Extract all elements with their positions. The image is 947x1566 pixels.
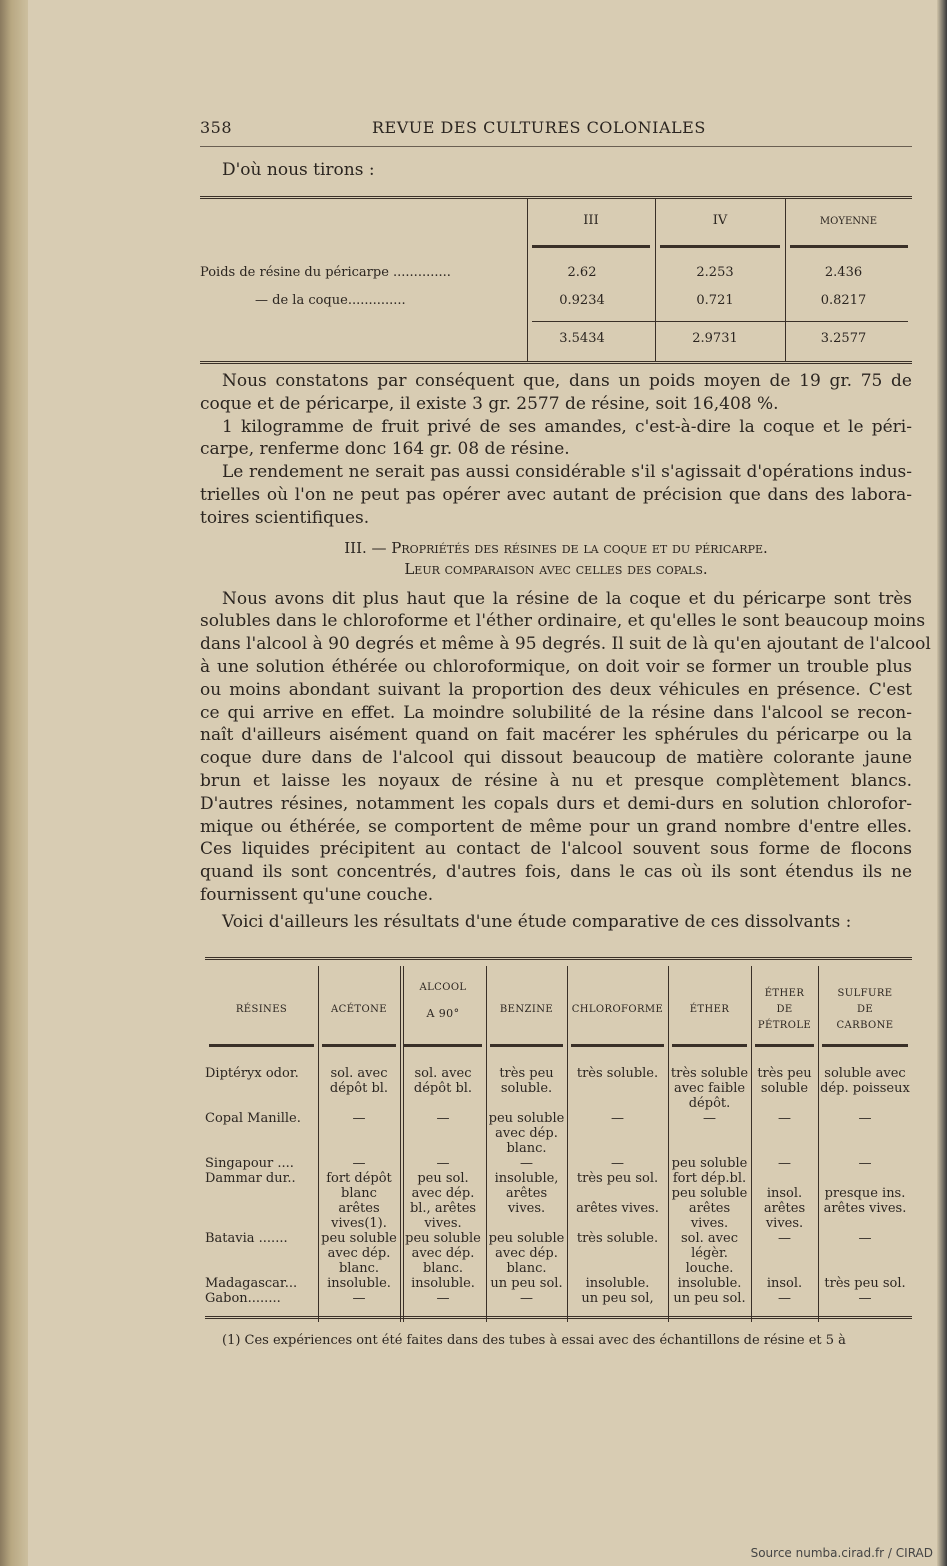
column-header (400, 980, 486, 1040)
cell-line: dépôt. (688, 1096, 731, 1111)
text-line: fournissent qu'une couche. (200, 884, 434, 905)
column-header (818, 980, 912, 1040)
cell (400, 1156, 486, 1171)
cell-line: — (352, 1291, 366, 1306)
cell (567, 1276, 668, 1291)
text-line: Le rendement ne serait pas aussi considérable s'il s'agissait d'opérations indus- (222, 462, 912, 483)
header-line: ÉTHER (764, 988, 805, 999)
text-line: D'autres résines, notamment les copals durs et demi-durs en solution chlorofor- (200, 793, 912, 814)
table-bottom-rule (205, 1316, 912, 1319)
text-line: Ces liquides précipitent au contact de l'alcool souvent sous forme de flocons (200, 839, 912, 860)
resin-name (205, 1066, 318, 1111)
cell-line: — (436, 1291, 450, 1306)
text-line: solubles dans le chloroforme et l'éther ordinaire, et qu'elles le sont beaucoup moins (200, 611, 926, 632)
cell (400, 1291, 486, 1306)
cell-line: — (858, 1156, 872, 1171)
cell-line: — (611, 1111, 624, 1126)
cell-line: — (436, 1156, 450, 1171)
cell-line: peu soluble (671, 1156, 748, 1171)
cell-line: un peu sol, (581, 1291, 654, 1306)
book-binding-edge (0, 0, 28, 1566)
cell-line: bl., arêtes (409, 1201, 477, 1216)
cell-line: blanc (341, 1186, 377, 1201)
cell-line: soluble (760, 1081, 809, 1096)
resin-name (205, 1111, 318, 1156)
cell-line: insoluble. (585, 1276, 650, 1291)
table-row (205, 1111, 912, 1156)
header-line: SULFURE (837, 988, 893, 999)
cell (567, 1156, 668, 1171)
cell-line: presque ins. (824, 1186, 906, 1201)
heading-line: Leur comparaison avec celles des copals. (404, 559, 708, 578)
cell-line: peu soluble (405, 1231, 481, 1246)
cell (668, 1231, 751, 1276)
cell (318, 1276, 400, 1291)
cell (318, 1231, 400, 1276)
text-line: dans l'alcool à 90 degrés et même à 95 degrés. Il suit de là qu'en ajoutant de l'alcool (200, 634, 931, 655)
header-rule (200, 146, 912, 147)
cell-line: sol. avec (414, 1066, 472, 1081)
text-line: 1 kilogramme de fruit privé de ses amandes, c'est-à-dire la coque et le péri- (222, 416, 912, 437)
cell-line: soluble. (500, 1081, 553, 1096)
table-row (205, 1291, 912, 1306)
cell-line: très peu (499, 1066, 554, 1081)
cell-line: — (858, 1111, 872, 1126)
resin-weight-table (200, 196, 912, 364)
header-rule (490, 1044, 563, 1047)
source-credit: Source numba.cirad.fr / CIRAD (750, 1546, 933, 1560)
cell (318, 1156, 400, 1171)
header-rule (571, 1044, 664, 1047)
cell-line: — (858, 1291, 872, 1306)
cell (818, 1276, 912, 1291)
column-header (751, 980, 818, 1040)
cell-line: fort dépôt (326, 1171, 392, 1186)
header-line: CHLOROFORME (571, 1004, 664, 1015)
text-line: toires scientifiques. (200, 507, 370, 528)
cell-line: Dammar dur.. (205, 1171, 296, 1186)
solubility-table (205, 957, 912, 1317)
lead-text: D'où nous tirons : (222, 160, 375, 180)
header-line: ÉTHER (689, 1004, 730, 1015)
cell (318, 1291, 400, 1306)
text-line: mique ou éthérée, se comportent de même pour un grand nombre d'entre elles. (200, 816, 912, 837)
paragraph (200, 461, 912, 529)
footnote: (1) Ces expériences ont été faites dans des tubes à essai avec des échantillons de résine et 5 à (222, 1333, 846, 1348)
cell-line: vives. (424, 1216, 462, 1231)
cell-line: — (520, 1156, 533, 1171)
cell-line: sol. avec (681, 1231, 738, 1246)
cell (567, 1066, 668, 1111)
header-line: PÉTROLE (757, 1020, 812, 1031)
header-line: CARBONE (836, 1020, 894, 1031)
cell-line: très peu sol. (824, 1276, 906, 1291)
cell (818, 1231, 912, 1276)
column-header: IV (712, 213, 728, 228)
cell (818, 1156, 912, 1171)
text-line: Nous avons dit plus haut que la résine de la coque et du péricarpe sont très (222, 588, 912, 609)
cell-line: peu sol. (417, 1171, 469, 1186)
cell (486, 1171, 567, 1231)
cell: 2.62 (567, 265, 597, 280)
page-number: 358 (200, 118, 233, 137)
cell-line: sol. avec (330, 1066, 388, 1081)
resin-name (205, 1231, 318, 1276)
cell (486, 1156, 567, 1171)
cell-line: peu soluble (488, 1231, 565, 1246)
cell-line: — (352, 1156, 366, 1171)
cell-line: insoluble. (677, 1276, 742, 1291)
cell (400, 1231, 486, 1276)
cell-line: dépôt bl. (413, 1081, 473, 1096)
cell (751, 1156, 818, 1171)
header-line: A 90° (426, 1007, 460, 1020)
resin-name (205, 1171, 318, 1231)
cell-line: — (703, 1111, 716, 1126)
cell (751, 1276, 818, 1291)
paragraph: Voici d'ailleurs les résultats d'une étude comparative de ces dissolvants : (222, 911, 852, 932)
cell-line: arêtes (338, 1201, 380, 1216)
cell-line: dépôt bl. (329, 1081, 389, 1096)
header-line: DE (776, 1004, 793, 1015)
column-header: III (583, 213, 599, 228)
header-line: RÉSINES (235, 1004, 288, 1015)
table-row (205, 1231, 912, 1276)
cell-line: très soluble. (576, 1231, 659, 1246)
cell (818, 1291, 912, 1306)
cell-line: légèr. (691, 1246, 728, 1261)
text-line: carpe, renferme donc 164 gr. 08 de résine. (200, 439, 570, 460)
text-line: coque dure dans de l'alcool qui dissout beaucoup de matière colorante jaune (200, 748, 912, 769)
cell (668, 1276, 751, 1291)
table-row (205, 1171, 912, 1231)
page-edge (937, 0, 947, 1566)
cell-line: — (436, 1111, 450, 1126)
cell-line: Singapour .... (205, 1156, 294, 1171)
cell (400, 1111, 486, 1156)
total-cell: 2.9731 (692, 331, 738, 346)
cell-line: un peu sol. (490, 1276, 563, 1291)
cell-line: insol. (766, 1186, 803, 1201)
cell (818, 1111, 912, 1156)
cell-line: — (778, 1231, 791, 1246)
cell-line (751, 1171, 818, 1186)
text-line: trielles où l'on ne peut pas opérer avec autant de précision que dans des labora- (200, 484, 912, 505)
cell-line: très soluble. (576, 1066, 659, 1081)
cell-line: vives. (690, 1216, 729, 1231)
cell-line: très peu sol. (576, 1171, 659, 1186)
cell (668, 1171, 751, 1231)
column-header (668, 980, 751, 1040)
cell (567, 1291, 668, 1306)
cell (751, 1066, 818, 1111)
cell (751, 1231, 818, 1276)
row-label: Poids de résine du péricarpe .............. (200, 265, 451, 280)
cell-line: avec dép. (495, 1246, 558, 1261)
cell (318, 1171, 400, 1231)
cell-line: arêtes (688, 1201, 731, 1216)
cell-line: un peu sol. (673, 1291, 746, 1306)
paragraph (200, 416, 912, 462)
cell (486, 1276, 567, 1291)
header-rule (322, 1044, 396, 1047)
cell-line: arêtes vives. (823, 1201, 907, 1216)
cell (668, 1156, 751, 1171)
cell (318, 1066, 400, 1111)
body-text (200, 370, 931, 934)
cell (818, 1171, 912, 1231)
paragraph (200, 588, 931, 907)
cell-line: — (778, 1291, 791, 1306)
column-header (318, 980, 400, 1040)
resin-name (205, 1291, 318, 1306)
cell (567, 1111, 668, 1156)
cell-line (567, 1186, 668, 1201)
cell-line: — (611, 1156, 624, 1171)
header-rule (672, 1044, 747, 1047)
table-row (205, 1066, 912, 1111)
cell-line: insoluble. (411, 1276, 475, 1291)
cell-line: blanc. (422, 1261, 463, 1276)
cell (486, 1111, 567, 1156)
header-rule (822, 1044, 908, 1047)
total-cell: 3.2577 (820, 331, 867, 346)
cell (318, 1111, 400, 1156)
cell-line: avec faible (673, 1081, 746, 1096)
cell-line: blanc. (506, 1261, 547, 1276)
cell-line: peu soluble (321, 1231, 397, 1246)
column-header: MOYENNE (819, 216, 878, 227)
cell-line: louche. (685, 1261, 734, 1276)
table-row (205, 1276, 912, 1291)
cell-line: avec dép. (495, 1126, 558, 1141)
cell-line: Batavia ....... (205, 1231, 288, 1246)
cell-line: fort dép.bl. (672, 1171, 747, 1186)
cell (818, 1066, 912, 1111)
cell (668, 1066, 751, 1111)
section-heading (200, 538, 912, 580)
row-label: — de la coque.............. (255, 293, 406, 308)
header-line: ALCOOL (419, 982, 467, 993)
cell: 0.9234 (559, 293, 605, 308)
paragraph (200, 370, 912, 416)
cell-line: Gabon........ (205, 1291, 281, 1306)
cell (400, 1171, 486, 1231)
cell-line: peu soluble (488, 1111, 565, 1126)
cell-line: Diptéryx odor. (205, 1066, 299, 1081)
column-header (567, 980, 668, 1040)
cell (751, 1111, 818, 1156)
cell-line: — (778, 1111, 791, 1126)
cell (668, 1111, 751, 1156)
header-line: BENZINE (499, 1004, 554, 1015)
cell-line: vives. (507, 1201, 546, 1216)
cell (486, 1066, 567, 1111)
cell-line: insoluble, (494, 1171, 559, 1186)
text-line: naît d'ailleurs aisément quand on fait macérer les sphérules du péricarpe ou la (200, 725, 912, 746)
cell (567, 1171, 668, 1231)
cell (751, 1171, 818, 1231)
cell-line: insoluble. (327, 1276, 391, 1291)
cell (567, 1231, 668, 1276)
cell: 2.253 (696, 265, 734, 280)
column-header (486, 980, 567, 1040)
cell-line: arêtes (505, 1186, 548, 1201)
cell-line: très soluble (670, 1066, 749, 1081)
cell-line: soluble avec (824, 1066, 906, 1081)
table-body (205, 1066, 912, 1306)
column-header (205, 980, 318, 1040)
cell-line: — (520, 1291, 533, 1306)
cell-line: arêtes vives. (576, 1201, 659, 1216)
header-rule (209, 1044, 314, 1047)
total-cell: 3.5434 (559, 331, 605, 346)
cell-line: — (352, 1111, 366, 1126)
resin-name (205, 1156, 318, 1171)
cell-line: avec dép. (411, 1246, 475, 1261)
cell-line: peu soluble (671, 1186, 748, 1201)
cell-line (818, 1171, 912, 1186)
header-line: ACÉTONE (331, 1004, 387, 1015)
cell-line: avec dép. (411, 1186, 475, 1201)
cell (486, 1231, 567, 1276)
cell: 0.8217 (820, 293, 867, 308)
cell-line: très peu (757, 1066, 812, 1081)
text-line: coque et de péricarpe, il existe 3 gr. 2577 de résine, soit 16,408 %. (200, 393, 779, 414)
text-line: ou moins abondant suivant la proportion des deux véhicules en présence. C'est (200, 679, 912, 700)
cell (400, 1276, 486, 1291)
heading-line: III. — Propriétés des résines de la coque et du péricarpe. (344, 538, 768, 557)
cell-line: insol. (766, 1276, 803, 1291)
text-line: quand ils sont concentrés, d'autres fois, dans le cas où ils sont étendus ils ne (200, 862, 912, 883)
cell: 0.721 (696, 293, 734, 308)
cell-line: Copal Manille. (205, 1111, 301, 1126)
cell-line: Madagascar... (205, 1276, 298, 1291)
cell-line: — (778, 1156, 791, 1171)
header-line: DE (856, 1004, 874, 1015)
cell (668, 1291, 751, 1306)
cell (486, 1291, 567, 1306)
cell-line: arêtes (763, 1201, 806, 1216)
resin-name (205, 1276, 318, 1291)
text-line: brun et laisse les noyaux de résine à nu et presque complètement blancs. (200, 770, 912, 791)
cell-line: avec dép. (327, 1246, 391, 1261)
cell (751, 1291, 818, 1306)
header-rule (755, 1044, 814, 1047)
header-rule (404, 1044, 482, 1047)
cell-line: — (858, 1231, 872, 1246)
journal-title: REVUE DES CULTURES COLONIALES (372, 118, 706, 137)
table-row (205, 1156, 912, 1171)
text-line: à une solution éthérée ou chloroformique, on doit voir se former un trouble plus (200, 656, 912, 677)
cell-line: blanc. (338, 1261, 379, 1276)
text-line: Nous constatons par conséquent que, dans un poids moyen de 19 gr. 75 de (222, 371, 912, 391)
cell-line: blanc. (506, 1141, 547, 1156)
cell: 2.436 (824, 265, 863, 280)
cell-line: vives(1). (331, 1216, 387, 1231)
text-line: ce qui arrive en effet. La moindre solubilité de la résine dans l'alcool se recon- (200, 702, 912, 723)
cell (400, 1066, 486, 1111)
cell-line: vives. (765, 1216, 804, 1231)
cell-line: dép. poisseux (820, 1081, 910, 1096)
